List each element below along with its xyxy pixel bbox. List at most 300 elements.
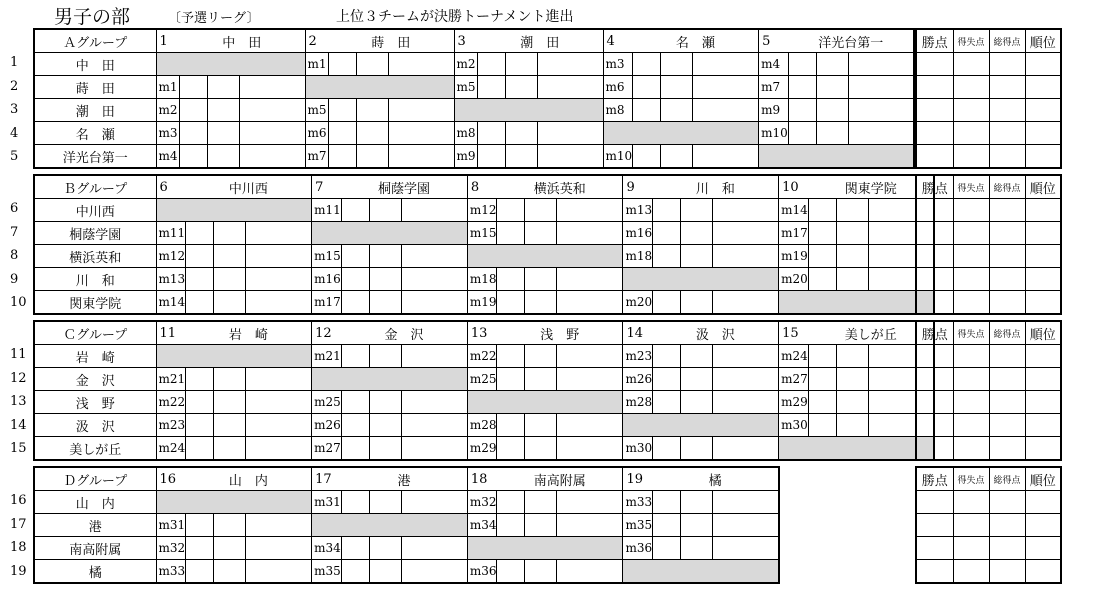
standings-cell[interactable] (953, 537, 989, 560)
standings-cell[interactable] (1025, 345, 1061, 368)
score-cell[interactable] (369, 345, 401, 368)
score-cell[interactable] (369, 268, 401, 291)
score-cell[interactable] (477, 145, 505, 169)
result-cell[interactable] (537, 145, 603, 169)
score-cell[interactable] (214, 437, 246, 461)
score-cell[interactable] (186, 391, 214, 414)
result-cell[interactable] (246, 537, 312, 560)
standings-cell[interactable] (916, 414, 953, 437)
standings-cell[interactable] (1025, 245, 1061, 268)
score-cell[interactable] (808, 199, 836, 222)
score-cell[interactable] (681, 368, 713, 391)
score-cell[interactable] (525, 437, 557, 461)
score-cell[interactable] (653, 222, 681, 245)
score-cell[interactable] (681, 345, 713, 368)
standings-cell[interactable] (1025, 368, 1061, 391)
score-cell[interactable] (186, 268, 214, 291)
standings-cell[interactable] (953, 53, 989, 76)
result-cell[interactable] (246, 222, 312, 245)
score-cell[interactable] (788, 122, 816, 145)
standings-cell[interactable] (953, 414, 989, 437)
score-cell[interactable] (497, 268, 525, 291)
standings-cell[interactable] (953, 560, 989, 584)
result-cell[interactable] (713, 537, 779, 560)
score-cell[interactable] (341, 560, 369, 584)
score-cell[interactable] (328, 145, 356, 169)
score-cell[interactable] (836, 199, 868, 222)
standings-cell[interactable] (916, 345, 953, 368)
team-number-header: 15 (779, 321, 809, 345)
standings-cell[interactable] (916, 268, 953, 291)
result-cell[interactable] (713, 391, 779, 414)
score-cell[interactable] (477, 76, 505, 99)
score-cell[interactable] (207, 122, 239, 145)
score-cell[interactable] (341, 414, 369, 437)
result-cell[interactable] (388, 53, 454, 76)
score-cell[interactable] (186, 368, 214, 391)
standings-cell[interactable] (916, 537, 953, 560)
standings-cell[interactable] (953, 199, 989, 222)
standings-cell[interactable] (989, 437, 1025, 461)
standings-cell[interactable] (916, 199, 953, 222)
score-cell[interactable] (341, 391, 369, 414)
result-cell[interactable] (246, 268, 312, 291)
score-cell[interactable] (525, 291, 557, 315)
score-cell[interactable] (341, 345, 369, 368)
result-cell[interactable] (557, 560, 623, 584)
score-cell[interactable] (816, 99, 848, 122)
score-cell[interactable] (633, 76, 661, 99)
standings-cell[interactable] (916, 391, 953, 414)
standings-cell[interactable] (916, 53, 953, 76)
score-cell[interactable] (497, 345, 525, 368)
standings-cell[interactable] (989, 560, 1025, 584)
standings-cell[interactable] (953, 291, 989, 315)
result-cell[interactable] (401, 268, 467, 291)
score-cell[interactable] (356, 145, 388, 169)
result-cell[interactable] (246, 414, 312, 437)
score-cell[interactable] (369, 537, 401, 560)
result-cell[interactable] (848, 53, 914, 76)
score-cell[interactable] (681, 222, 713, 245)
result-cell[interactable] (557, 345, 623, 368)
result-cell[interactable] (401, 414, 467, 437)
standings-cell[interactable] (989, 514, 1025, 537)
score-cell[interactable] (633, 99, 661, 122)
result-cell[interactable] (848, 99, 914, 122)
standings-cell[interactable] (989, 122, 1025, 145)
result-cell[interactable] (388, 122, 454, 145)
score-cell[interactable] (356, 99, 388, 122)
standings-cell[interactable] (953, 145, 989, 169)
score-cell[interactable] (836, 268, 868, 291)
score-cell[interactable] (356, 53, 388, 76)
standings-cell[interactable] (953, 345, 989, 368)
score-cell[interactable] (681, 391, 713, 414)
score-cell[interactable] (633, 145, 661, 169)
score-cell[interactable] (214, 560, 246, 584)
standings-cell[interactable] (953, 122, 989, 145)
score-cell[interactable] (497, 491, 525, 514)
score-cell[interactable] (661, 76, 693, 99)
result-cell[interactable] (713, 222, 779, 245)
score-cell[interactable] (214, 268, 246, 291)
standings-cell[interactable] (1025, 99, 1061, 122)
result-cell[interactable] (246, 245, 312, 268)
score-cell[interactable] (369, 414, 401, 437)
standings-cell[interactable] (989, 491, 1025, 514)
standings-cell[interactable] (989, 368, 1025, 391)
score-cell[interactable] (186, 414, 214, 437)
result-cell[interactable] (713, 291, 779, 315)
score-cell[interactable] (653, 537, 681, 560)
result-cell[interactable] (401, 291, 467, 315)
standings-cell[interactable] (989, 414, 1025, 437)
score-cell[interactable] (477, 122, 505, 145)
score-cell[interactable] (214, 391, 246, 414)
standings-cell[interactable] (916, 437, 953, 461)
score-cell[interactable] (653, 368, 681, 391)
standings-cell[interactable] (916, 560, 953, 584)
result-cell[interactable] (239, 122, 305, 145)
score-cell[interactable] (328, 53, 356, 76)
standings-cell[interactable] (989, 245, 1025, 268)
score-cell[interactable] (653, 291, 681, 315)
score-cell[interactable] (186, 245, 214, 268)
team-row (34, 491, 779, 514)
score-cell[interactable] (836, 414, 868, 437)
result-cell[interactable] (537, 122, 603, 145)
result-cell[interactable] (401, 199, 467, 222)
result-cell[interactable] (537, 76, 603, 99)
score-cell[interactable] (661, 53, 693, 76)
score-cell[interactable] (186, 291, 214, 315)
score-cell[interactable] (661, 145, 693, 169)
score-cell[interactable] (328, 122, 356, 145)
result-cell[interactable] (537, 53, 603, 76)
result-cell[interactable] (246, 514, 312, 537)
score-cell[interactable] (525, 514, 557, 537)
score-cell[interactable] (497, 291, 525, 315)
score-cell[interactable] (808, 245, 836, 268)
standings-cell[interactable] (1025, 122, 1061, 145)
score-cell[interactable] (214, 291, 246, 315)
result-cell[interactable] (557, 268, 623, 291)
standings-cell[interactable] (1025, 560, 1061, 584)
score-cell[interactable] (836, 368, 868, 391)
result-cell[interactable] (713, 245, 779, 268)
score-cell[interactable] (497, 437, 525, 461)
score-cell[interactable] (497, 414, 525, 437)
score-cell[interactable] (214, 245, 246, 268)
group-name: Ａグループ (34, 29, 156, 53)
standings-cell[interactable] (1025, 437, 1061, 461)
result-cell[interactable] (239, 99, 305, 122)
standings-cell[interactable] (1025, 53, 1061, 76)
team-name-header: 潮 田 (477, 29, 603, 53)
result-cell[interactable] (246, 560, 312, 584)
score-cell[interactable] (214, 414, 246, 437)
score-cell[interactable] (477, 53, 505, 76)
result-cell[interactable] (401, 345, 467, 368)
standings-cell[interactable] (1025, 537, 1061, 560)
score-cell[interactable] (369, 437, 401, 461)
score-cell[interactable] (207, 76, 239, 99)
score-cell[interactable] (525, 345, 557, 368)
score-cell[interactable] (369, 560, 401, 584)
score-cell[interactable] (836, 391, 868, 414)
standings-cell[interactable] (1025, 514, 1061, 537)
standings-cell[interactable] (916, 122, 953, 145)
score-cell[interactable] (179, 145, 207, 169)
result-cell[interactable] (239, 76, 305, 99)
score-cell[interactable] (653, 199, 681, 222)
score-cell[interactable] (186, 560, 214, 584)
standings-cell[interactable] (916, 222, 953, 245)
score-cell[interactable] (525, 491, 557, 514)
result-cell[interactable] (557, 291, 623, 315)
score-cell[interactable] (808, 222, 836, 245)
standings-cell[interactable] (1025, 414, 1061, 437)
result-cell[interactable] (693, 76, 759, 99)
score-cell[interactable] (505, 145, 537, 169)
score-cell[interactable] (653, 437, 681, 461)
score-cell[interactable] (681, 437, 713, 461)
score-cell[interactable] (186, 222, 214, 245)
team-name-header: 横浜英和 (497, 175, 623, 199)
standings-cell[interactable] (1025, 291, 1061, 315)
score-cell[interactable] (816, 76, 848, 99)
score-cell[interactable] (816, 53, 848, 76)
standings-cell[interactable] (953, 222, 989, 245)
score-cell[interactable] (341, 491, 369, 514)
standings-cell[interactable] (989, 53, 1025, 76)
score-cell[interactable] (356, 122, 388, 145)
score-cell[interactable] (681, 491, 713, 514)
result-cell[interactable] (401, 491, 467, 514)
score-cell[interactable] (633, 53, 661, 76)
score-cell[interactable] (341, 245, 369, 268)
result-cell[interactable] (713, 514, 779, 537)
score-cell[interactable] (788, 76, 816, 99)
score-cell[interactable] (497, 222, 525, 245)
standings-cell[interactable] (916, 491, 953, 514)
score-cell[interactable] (788, 53, 816, 76)
standings-cell[interactable] (989, 99, 1025, 122)
score-cell[interactable] (497, 560, 525, 584)
score-cell[interactable] (497, 514, 525, 537)
standings-cell[interactable] (1025, 145, 1061, 169)
score-cell[interactable] (369, 291, 401, 315)
result-cell[interactable] (848, 122, 914, 145)
standings-cell[interactable] (953, 76, 989, 99)
result-cell[interactable] (388, 99, 454, 122)
score-cell[interactable] (681, 514, 713, 537)
score-cell[interactable] (653, 245, 681, 268)
score-cell[interactable] (214, 537, 246, 560)
standings-cell[interactable] (953, 437, 989, 461)
result-cell[interactable] (557, 437, 623, 461)
standings-cell[interactable] (953, 245, 989, 268)
result-cell[interactable] (848, 76, 914, 99)
standings-cell[interactable] (916, 514, 953, 537)
score-cell[interactable] (681, 245, 713, 268)
score-cell[interactable] (341, 437, 369, 461)
score-cell[interactable] (214, 222, 246, 245)
standings-cell[interactable] (916, 76, 953, 99)
score-cell[interactable] (505, 53, 537, 76)
score-cell[interactable] (207, 99, 239, 122)
result-cell[interactable] (557, 414, 623, 437)
score-cell[interactable] (681, 199, 713, 222)
score-cell[interactable] (836, 222, 868, 245)
result-cell[interactable] (401, 437, 467, 461)
standings-cell[interactable] (916, 368, 953, 391)
score-cell[interactable] (505, 76, 537, 99)
score-cell[interactable] (179, 99, 207, 122)
result-cell[interactable] (246, 291, 312, 315)
score-cell[interactable] (525, 222, 557, 245)
result-cell[interactable] (557, 222, 623, 245)
result-cell[interactable] (239, 145, 305, 169)
score-cell[interactable] (341, 268, 369, 291)
standings-cell[interactable] (989, 76, 1025, 99)
result-cell[interactable] (401, 560, 467, 584)
score-cell[interactable] (653, 491, 681, 514)
match-id: m18 (623, 245, 653, 268)
score-cell[interactable] (497, 199, 525, 222)
standings-cell[interactable] (953, 268, 989, 291)
match-id: m21 (312, 345, 342, 368)
standings-cell[interactable] (1025, 491, 1061, 514)
score-cell[interactable] (341, 199, 369, 222)
result-cell[interactable] (713, 437, 779, 461)
score-cell[interactable] (836, 245, 868, 268)
score-cell[interactable] (681, 537, 713, 560)
score-cell[interactable] (369, 199, 401, 222)
score-cell[interactable] (341, 291, 369, 315)
standings-cell[interactable] (989, 222, 1025, 245)
result-cell[interactable] (246, 437, 312, 461)
score-cell[interactable] (808, 368, 836, 391)
standings-cell[interactable] (1025, 199, 1061, 222)
score-cell[interactable] (808, 391, 836, 414)
team-name: 岩 崎 (34, 345, 156, 368)
result-cell[interactable] (246, 391, 312, 414)
standings-cell[interactable] (1025, 222, 1061, 245)
score-cell[interactable] (525, 199, 557, 222)
score-cell[interactable] (653, 514, 681, 537)
result-cell[interactable] (557, 491, 623, 514)
match-id: m29 (467, 437, 497, 461)
result-cell[interactable] (388, 145, 454, 169)
result-cell[interactable] (713, 491, 779, 514)
score-cell[interactable] (341, 537, 369, 560)
standings-header-row (916, 29, 1061, 53)
standings-cell[interactable] (1025, 268, 1061, 291)
score-cell[interactable] (179, 122, 207, 145)
result-cell[interactable] (401, 537, 467, 560)
standings-cell[interactable] (1025, 76, 1061, 99)
result-cell[interactable] (401, 391, 467, 414)
standings-cell[interactable] (916, 291, 953, 315)
standings-cell[interactable] (989, 199, 1025, 222)
result-cell[interactable] (401, 245, 467, 268)
result-cell[interactable] (713, 199, 779, 222)
standings-cell[interactable] (916, 245, 953, 268)
standings-cell[interactable] (953, 514, 989, 537)
score-cell[interactable] (816, 122, 848, 145)
standings-header-row (916, 175, 1061, 199)
score-cell[interactable] (505, 122, 537, 145)
score-cell[interactable] (186, 514, 214, 537)
score-cell[interactable] (653, 345, 681, 368)
score-cell[interactable] (661, 99, 693, 122)
self-match-cell (623, 560, 779, 584)
self-match-cell (156, 53, 305, 76)
score-cell[interactable] (207, 145, 239, 169)
team-name-header: 南高附属 (497, 467, 623, 491)
standings-cell[interactable] (989, 145, 1025, 169)
score-cell[interactable] (808, 414, 836, 437)
score-cell[interactable] (369, 491, 401, 514)
score-cell[interactable] (186, 437, 214, 461)
score-cell[interactable] (328, 99, 356, 122)
score-cell[interactable] (525, 560, 557, 584)
score-cell[interactable] (681, 291, 713, 315)
score-cell[interactable] (497, 368, 525, 391)
result-cell[interactable] (713, 345, 779, 368)
score-cell[interactable] (214, 368, 246, 391)
standings-cell[interactable] (953, 368, 989, 391)
result-cell[interactable] (713, 368, 779, 391)
result-cell[interactable] (693, 99, 759, 122)
score-cell[interactable] (369, 391, 401, 414)
score-cell[interactable] (214, 514, 246, 537)
score-cell[interactable] (808, 268, 836, 291)
score-cell[interactable] (525, 414, 557, 437)
standings-cell[interactable] (1025, 391, 1061, 414)
score-cell[interactable] (186, 537, 214, 560)
score-cell[interactable] (653, 391, 681, 414)
standings-cell[interactable] (989, 345, 1025, 368)
result-cell[interactable] (557, 368, 623, 391)
standings-cell[interactable] (953, 391, 989, 414)
score-cell[interactable] (808, 345, 836, 368)
row-number: 18 (10, 540, 27, 556)
result-cell[interactable] (557, 199, 623, 222)
standings-cell[interactable] (989, 537, 1025, 560)
result-cell[interactable] (557, 514, 623, 537)
standings-cell[interactable] (989, 391, 1025, 414)
score-cell[interactable] (525, 368, 557, 391)
score-cell[interactable] (179, 76, 207, 99)
score-cell[interactable] (369, 245, 401, 268)
standings-cell[interactable] (989, 268, 1025, 291)
score-cell[interactable] (836, 345, 868, 368)
result-cell[interactable] (246, 368, 312, 391)
standings-cell[interactable] (989, 291, 1025, 315)
score-cell[interactable] (525, 268, 557, 291)
standings-cell[interactable] (916, 145, 953, 169)
result-cell[interactable] (693, 145, 759, 169)
score-cell[interactable] (788, 99, 816, 122)
standings-row (916, 76, 1061, 99)
standings-cell[interactable] (953, 491, 989, 514)
result-cell[interactable] (693, 53, 759, 76)
standings-cell[interactable] (916, 99, 953, 122)
standings-cell[interactable] (953, 99, 989, 122)
